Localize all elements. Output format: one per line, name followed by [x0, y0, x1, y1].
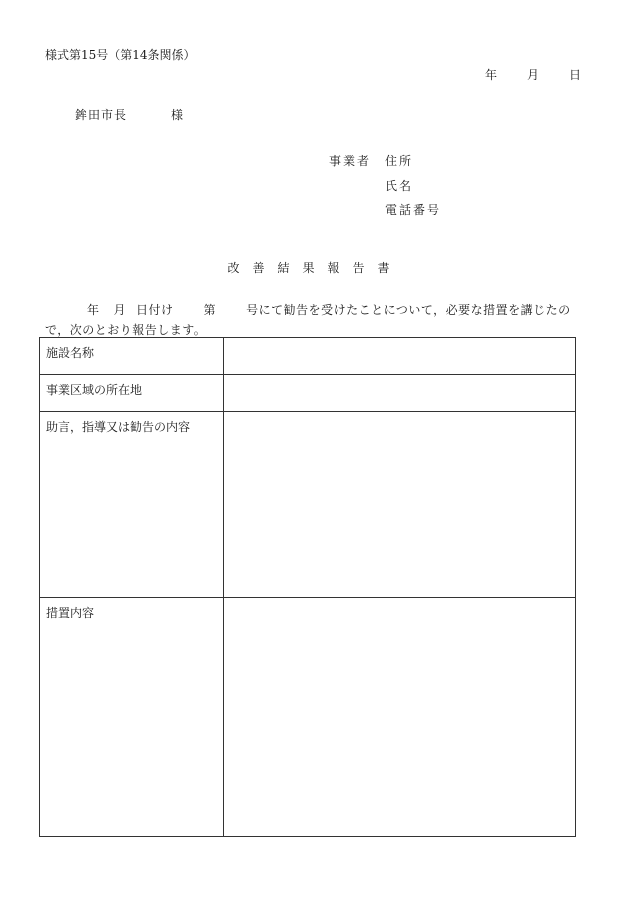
- report-body-text: [45, 300, 585, 340]
- facility-name-label: 施設名称: [40, 338, 224, 375]
- date-line: [485, 68, 581, 82]
- facility-name-field[interactable]: [224, 338, 576, 375]
- form-number: 様式第15号（第14条関係）: [45, 48, 196, 62]
- body-sentence: 号にて勧告を受けたことについて，必要な措置を講じたので，次のとおり報告します。: [45, 303, 571, 337]
- body-year: 年: [87, 303, 100, 317]
- table-row: [40, 598, 576, 837]
- date-year-label: 年: [485, 68, 498, 82]
- project-location-field[interactable]: [224, 375, 576, 412]
- honorific: 様: [171, 108, 184, 122]
- name-label: 氏名: [385, 179, 414, 193]
- date-day-label: 日: [569, 68, 582, 82]
- mayor-title: 鉾田市長: [75, 108, 128, 122]
- body-dai: 第: [203, 303, 217, 317]
- advice-content-field[interactable]: [224, 412, 576, 598]
- applicant-label: 事業者: [329, 154, 372, 168]
- measures-field[interactable]: [224, 598, 576, 837]
- body-day: 日付け: [136, 303, 174, 317]
- project-location-label: 事業区域の所在地: [40, 375, 224, 412]
- date-month-label: 月: [527, 68, 540, 82]
- report-table: [39, 337, 576, 837]
- body-month: 月: [113, 303, 127, 317]
- table-row: [40, 412, 576, 598]
- address-label: 住所: [385, 154, 414, 168]
- document-title: 改善結果報告書: [227, 261, 403, 275]
- measures-label: 措置内容: [40, 598, 224, 837]
- phone-label: 電話番号: [385, 203, 442, 217]
- table-row: [40, 338, 576, 375]
- table-row: [40, 375, 576, 412]
- advice-content-label: 助言，指導又は勧告の内容: [40, 412, 224, 598]
- addressee: [75, 108, 183, 122]
